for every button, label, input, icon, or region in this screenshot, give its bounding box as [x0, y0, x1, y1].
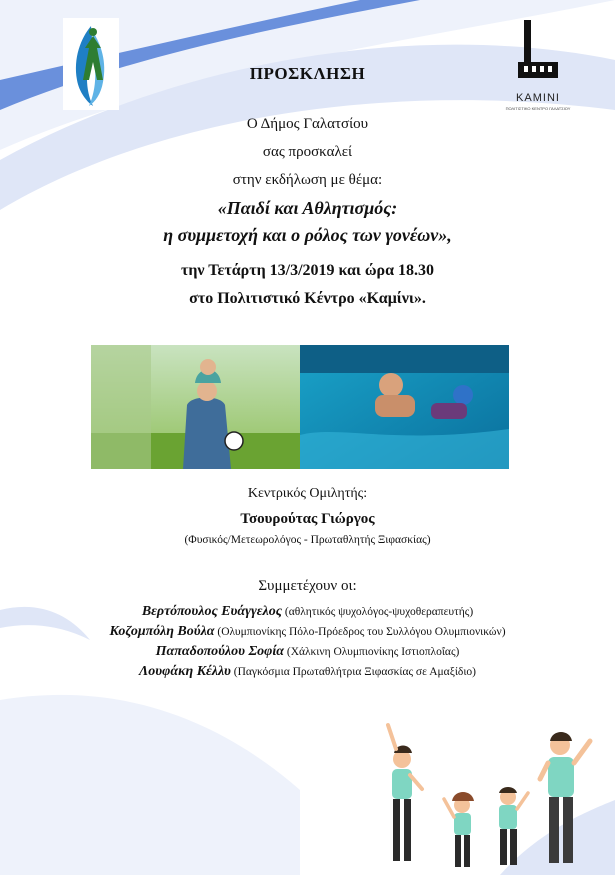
event-photos [91, 345, 509, 469]
father-child-photo [91, 345, 300, 469]
participant-role: (Παγκόσμια Πρωταθλήτρια Ξιφασκίας σε Αμαξίδιο) [233, 666, 477, 678]
swimming-photo [300, 345, 509, 469]
event-theme-line-1: «Παιδί και Αθλητισμός: [217, 198, 398, 218]
participant-row [0, 644, 615, 660]
participant-name: Παπαδοπούλου Σοφία [155, 644, 284, 659]
intro-line-1: Ο Δήμος Γαλατσίου [246, 116, 369, 132]
speaker-role: (Φυσικός/Μετεωρολόγος - Πρωταθλητής Ξιφασκίας) [184, 534, 431, 546]
participant-role: (Ολυμπιονίκης Πόλο-Πρόεδρος του Συλλόγου Ολυμπιονικών) [217, 626, 506, 638]
participant-role: (Χάλκινη Ολυμπιονίκης Ιστιοπλοΐας) [286, 646, 460, 658]
participant-role: (αθλητικός ψυχολόγος-ψυχοθεραπευτής) [284, 606, 474, 618]
speaker-name: Τσουρούτας Γιώργος [240, 511, 375, 527]
event-date: την Τετάρτη 13/3/2019 και ώρα 18.30 [180, 262, 435, 279]
intro-line-3: στην εκδήλωση με θέμα: [232, 172, 383, 188]
page-title: ΠΡΟΣΚΛΗΣΗ [249, 64, 366, 83]
participant-row [0, 664, 615, 680]
participant-name: Κοζομπόλη Βούλα [109, 624, 215, 639]
mother-figure [388, 725, 422, 861]
participant-row [0, 604, 615, 620]
participants-heading: Συμμετέχουν οι: [258, 578, 357, 594]
family-exercise-illustration [382, 717, 615, 875]
kamini-name: ΚΑΜΙΝΙ [516, 92, 560, 104]
participant-name: Βερτόπουλος Ευάγγελος [141, 604, 282, 619]
participant-row [0, 624, 615, 640]
girl-figure [444, 792, 474, 867]
participant-name: Λουφάκη Κέλλυ [138, 664, 231, 679]
father-figure [540, 732, 590, 863]
event-theme-line-2: η συμμετοχή και ο ρόλος των γονέων», [163, 225, 452, 245]
intro-line-2: σας προσκαλεί [262, 144, 353, 160]
speaker-heading: Κεντρικός Ομιλητής: [247, 486, 368, 501]
boy-figure [499, 787, 528, 865]
kamini-subtitle: ΠΟΛΙΤΙΣΤΙΚΟ ΚΕΝΤΡΟ ΓΑΛΑΤΣΙΟΥ [505, 106, 571, 111]
event-place: στο Πολιτιστικό Κέντρο «Καμίνι». [189, 290, 426, 307]
